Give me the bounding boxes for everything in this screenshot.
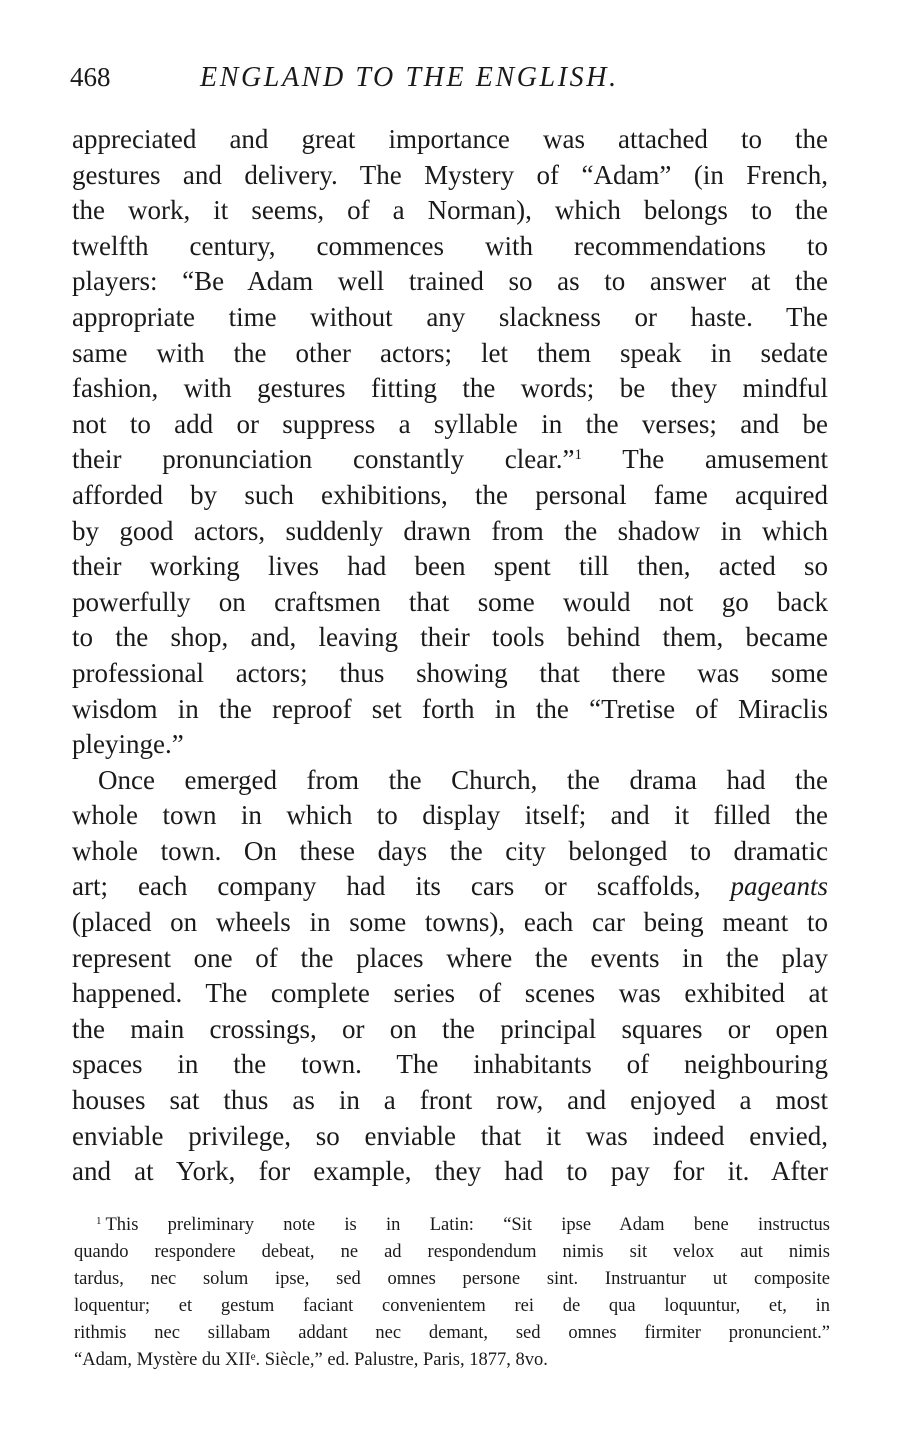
- text-line: by good actors, suddenly drawn from the shadow in which: [72, 515, 828, 546]
- text-line: not to add or suppress a syllable in the verses; and be: [72, 408, 828, 439]
- running-title: ENGLAND TO THE ENGLISH.: [200, 62, 619, 93]
- text-line: wisdom in the reproof set forth in the “Tretise of Miraclis: [72, 693, 828, 724]
- text-segment: art; each company had its cars or scaffolds,: [72, 871, 701, 902]
- text-line: (placed on wheels in some towns), each car being meant to: [72, 907, 828, 938]
- text-line: appreciated and great importance was attached to the: [72, 124, 828, 154]
- footnote-line: tardus, nec solum ipse, sed omnes persone sint. Instruantur ut composite: [74, 1269, 830, 1289]
- footnote-line: rithmis nec sillabam addant nec demant, sed omnes firmiter pronuncient.”: [74, 1323, 830, 1343]
- footnote-mark: 1: [96, 1215, 102, 1227]
- text-line: the work, it seems, of a Norman), which belongs to the: [72, 195, 828, 226]
- page-header: [70, 62, 830, 102]
- text-line: houses sat thus as in a front row, and enjoyed a most: [72, 1085, 828, 1116]
- footnote: [74, 1212, 830, 1374]
- text-line: fashion, with gestures fitting the words; be they mindful: [72, 373, 828, 404]
- text-line: players: “Be Adam well trained so as to answer at the: [72, 266, 828, 297]
- text-line: twelfth century, commences with recommendations to: [72, 230, 828, 261]
- text-line: spaces in the town. The inhabitants of neighbouring: [72, 1049, 828, 1080]
- text-line: [72, 442, 828, 478]
- paragraph-first-line: Once emerged from the Church, the drama had the: [98, 764, 828, 795]
- text-line: [72, 869, 828, 905]
- text-line: appropriate time without any slackness or haste. The: [72, 301, 828, 332]
- text-line: whole town. On these days the city belonged to dramatic: [72, 835, 828, 866]
- text-line: to the shop, and, leaving their tools behind them, became: [72, 622, 828, 653]
- text-line: professional actors; thus showing that there was some: [72, 657, 828, 688]
- italic-term: pageants: [730, 871, 828, 902]
- footnote-reference: 1: [574, 447, 582, 464]
- text-line: enviable privilege, so enviable that it was indeed envied,: [72, 1120, 828, 1151]
- text-segment: The amusement: [622, 444, 828, 475]
- text-line: same with the other actors; let them speak in sedate: [72, 337, 828, 368]
- text-line: afforded by such exhibitions, the personal fame acquired: [72, 479, 828, 510]
- text-line: powerfully on craftsmen that some would not go back: [72, 586, 828, 617]
- text-line: the main crossings, or on the principal squares or open: [72, 1013, 828, 1044]
- footnote-line: “Adam, Mystère du XIIᵉ. Siècle,” ed. Palustre, Paris, 1877, 8vo.: [74, 1350, 548, 1370]
- text-segment: This preliminary note is in Latin: “Sit ipse Adam bene instructus: [105, 1215, 830, 1235]
- page-number: 468: [70, 62, 111, 92]
- text-line: their working lives had been spent till then, acted so: [72, 551, 828, 582]
- footnote-line: [74, 1212, 830, 1239]
- text-line: represent one of the places where the events in the play: [72, 942, 828, 973]
- text-line: and at York, for example, they had to pay for it. After: [72, 1156, 828, 1187]
- footnote-line: quando respondere debeat, ne ad respondendum nimis sit velox aut nimis: [74, 1242, 830, 1262]
- text-line: happened. The complete series of scenes was exhibited at: [72, 978, 828, 1009]
- text-segment: their pronunciation constantly clear.”: [72, 444, 575, 475]
- body-text: [72, 122, 828, 1190]
- text-line: whole town in which to display itself; and it filled the: [72, 800, 828, 831]
- footnote-line: loquentur; et gestum faciant convenientem rei de qua loquuntur, et, in: [74, 1296, 830, 1316]
- text-line: pleyinge.”: [72, 729, 184, 760]
- text-line: gestures and delivery. The Mystery of “Adam” (in French,: [72, 159, 828, 190]
